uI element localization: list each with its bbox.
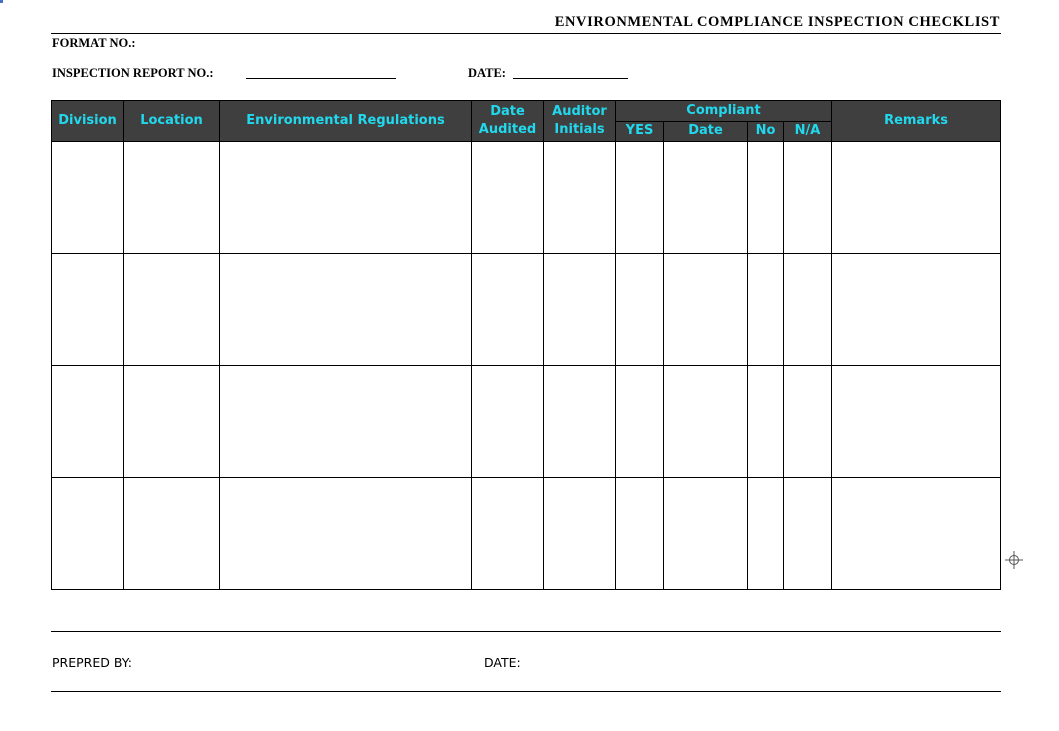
header-auditor-line1: Auditor [552, 104, 607, 119]
cell-regulations[interactable] [220, 142, 472, 254]
header-division: Division [52, 101, 124, 142]
header-compliant-date: Date [664, 121, 748, 142]
cell-location[interactable] [124, 254, 220, 366]
cell-remarks[interactable] [832, 142, 1001, 254]
cell-na[interactable] [784, 142, 832, 254]
cell-na[interactable] [784, 366, 832, 478]
cell-remarks[interactable] [832, 366, 1001, 478]
inspection-report-label: INSPECTION REPORT NO.: [52, 66, 214, 80]
cell-regulations[interactable] [220, 366, 472, 478]
table-body [52, 142, 1001, 590]
footer-date-label: DATE: [484, 655, 521, 670]
cell-date-audited[interactable] [472, 478, 544, 590]
date-field[interactable] [513, 78, 628, 79]
cell-auditor-initials[interactable] [544, 366, 616, 478]
cell-division[interactable] [52, 478, 124, 590]
cell-auditor-initials[interactable] [544, 254, 616, 366]
corner-marker [0, 0, 3, 3]
prepared-by-label: PREPRED BY: [52, 655, 132, 670]
header-location: Location [124, 101, 220, 142]
header-date-audited [472, 101, 544, 142]
header-remarks: Remarks [832, 101, 1001, 142]
header-date-audited-line1: Date [490, 104, 525, 119]
checklist-table [51, 100, 1001, 590]
cell-division[interactable] [52, 366, 124, 478]
title-underline [51, 33, 1001, 34]
table-row [52, 254, 1001, 366]
cell-auditor-initials[interactable] [544, 478, 616, 590]
cell-date[interactable] [664, 142, 748, 254]
inspection-report-field[interactable] [246, 78, 396, 79]
footer-bottom-rule [51, 691, 1001, 692]
cell-location[interactable] [124, 478, 220, 590]
cell-no[interactable] [748, 366, 784, 478]
date-label: DATE: [468, 66, 506, 80]
cell-yes[interactable] [616, 366, 664, 478]
header-environmental-regulations: Environmental Regulations [220, 101, 472, 142]
cell-date[interactable] [664, 478, 748, 590]
cell-division[interactable] [52, 254, 124, 366]
format-no-label: FORMAT NO.: [52, 36, 136, 50]
cell-date-audited[interactable] [472, 142, 544, 254]
cell-yes[interactable] [616, 254, 664, 366]
cell-date-audited[interactable] [472, 254, 544, 366]
cell-no[interactable] [748, 142, 784, 254]
cell-regulations[interactable] [220, 478, 472, 590]
header-date-audited-line2: Audited [478, 122, 537, 137]
footer-top-rule [51, 631, 1001, 632]
header-compliant: Compliant [616, 101, 832, 122]
cell-no[interactable] [748, 478, 784, 590]
cell-date[interactable] [664, 366, 748, 478]
table-row [52, 142, 1001, 254]
table-row [52, 478, 1001, 590]
document-title: ENVIRONMENTAL COMPLIANCE INSPECTION CHECKLIST [554, 14, 1000, 30]
cell-auditor-initials[interactable] [544, 142, 616, 254]
cell-na[interactable] [784, 254, 832, 366]
header-compliant-na: N/A [784, 121, 832, 142]
cell-regulations[interactable] [220, 254, 472, 366]
cell-no[interactable] [748, 254, 784, 366]
cell-date-audited[interactable] [472, 366, 544, 478]
header-auditor-line2: Initials [554, 122, 605, 137]
cell-na[interactable] [784, 478, 832, 590]
crosshair-icon [1005, 551, 1023, 569]
header-auditor-initials [544, 101, 616, 142]
header-compliant-no: No [748, 121, 784, 142]
header-compliant-yes: YES [616, 121, 664, 142]
cell-location[interactable] [124, 142, 220, 254]
cell-division[interactable] [52, 142, 124, 254]
cell-yes[interactable] [616, 142, 664, 254]
cell-location[interactable] [124, 366, 220, 478]
cell-yes[interactable] [616, 478, 664, 590]
table-row [52, 366, 1001, 478]
cell-remarks[interactable] [832, 254, 1001, 366]
cell-date[interactable] [664, 254, 748, 366]
cell-remarks[interactable] [832, 478, 1001, 590]
